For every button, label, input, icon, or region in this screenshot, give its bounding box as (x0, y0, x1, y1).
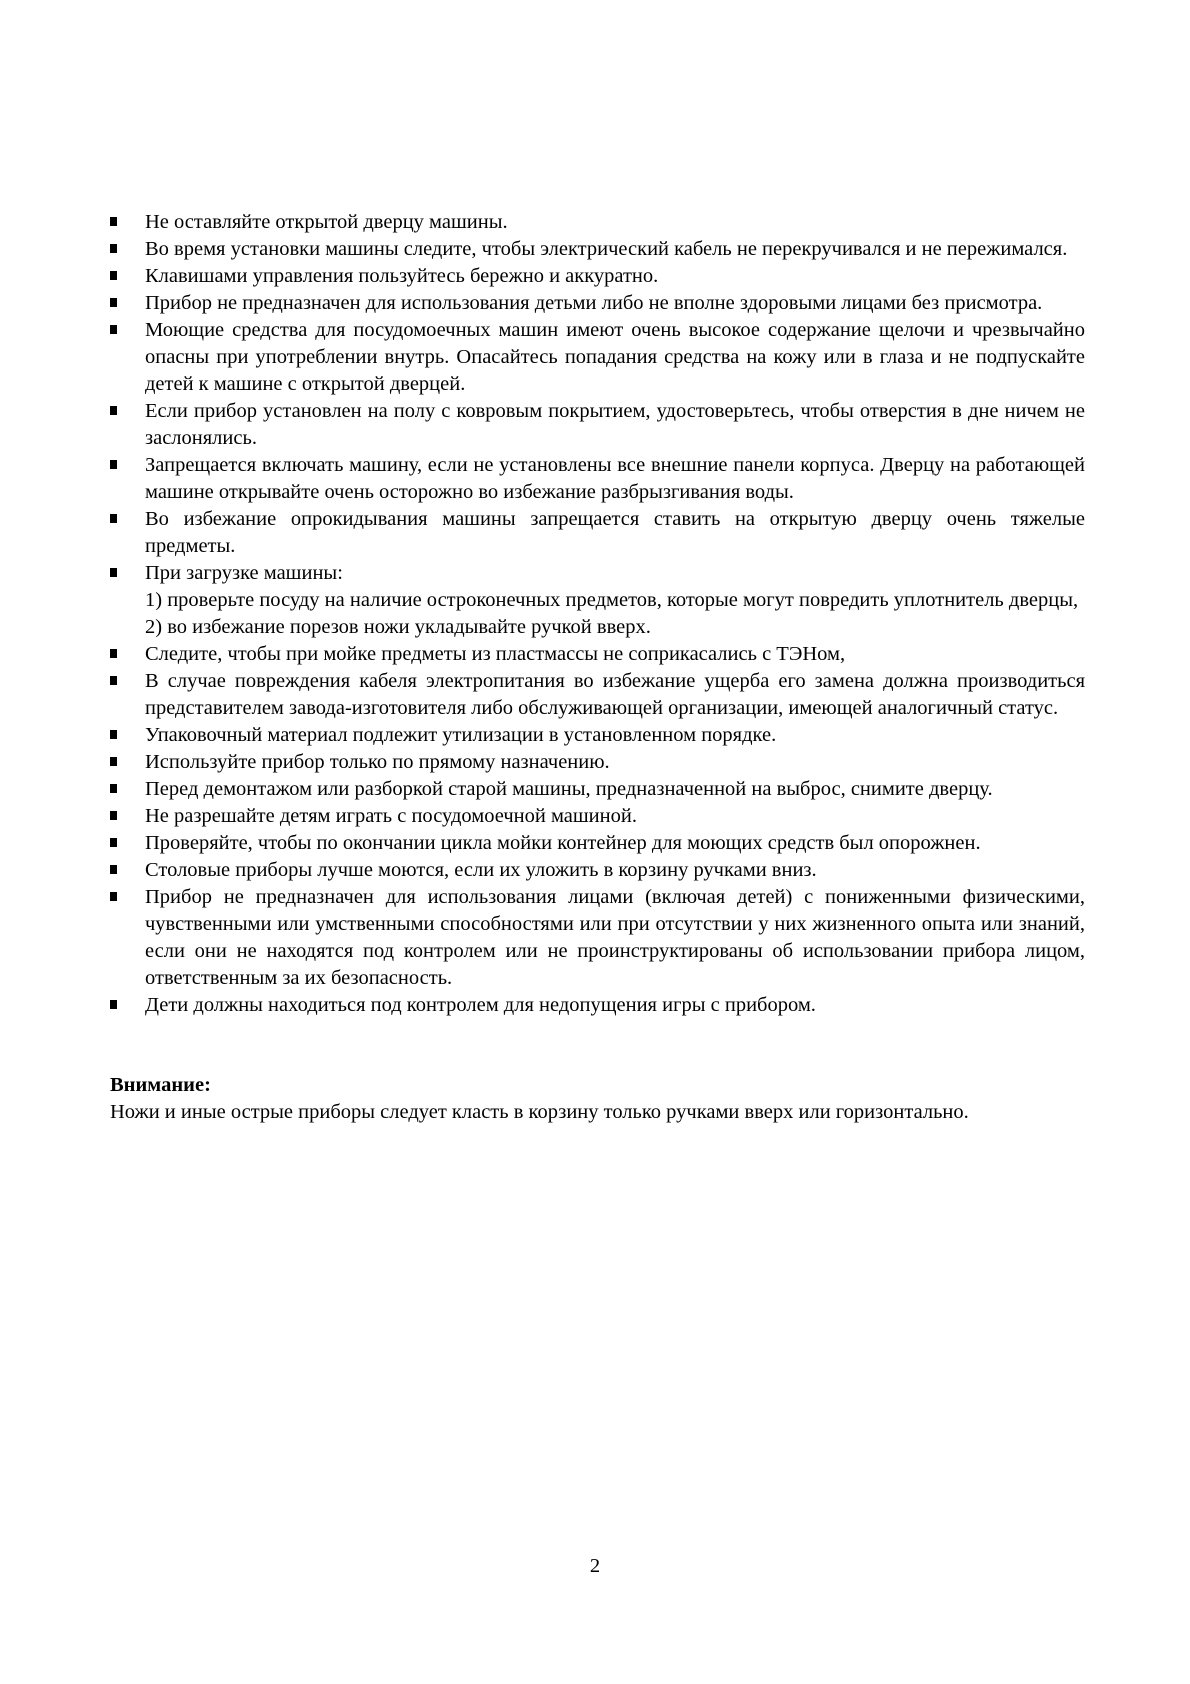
square-bullet-icon (110, 325, 117, 334)
square-bullet-icon (110, 217, 117, 226)
list-item (110, 236, 1085, 263)
list-item-text: Столовые приборы лучше моются, если их уложить в корзину ручками вниз. (145, 859, 817, 881)
list-item-text: Упаковочный материал подлежит утилизации в установленном порядке. (145, 724, 777, 746)
square-bullet-icon (110, 298, 117, 307)
list-item-text: Во время установки машины следите, чтобы электрический кабель не перекручивался и не пережимался. (145, 238, 1068, 260)
list-item-text: Клавишами управления пользуйтесь бережно и аккуратно. (145, 265, 659, 287)
list-item-text: Проверяйте, чтобы по окончании цикла мойки контейнер для моющих средств был опорожнен. (145, 832, 981, 854)
list-item (110, 992, 1085, 1019)
square-bullet-icon (110, 271, 117, 280)
list-item-text: Следите, чтобы при мойке предметы из пластмассы не соприкасались с ТЭНом, (145, 643, 846, 665)
square-bullet-icon (110, 730, 117, 739)
list-item (110, 776, 1085, 803)
list-item-text: Во избежание опрокидывания машины запрещается ставить на открытую дверцу очень тяжелые предметы. (145, 508, 1085, 557)
list-item-text: Если прибор установлен на полу с ковровым покрытием, удостоверьтесь, чтобы отверстия в дне ничем не заслонялись. (145, 400, 1085, 449)
square-bullet-icon (110, 784, 117, 793)
list-item (110, 290, 1085, 317)
list-item-text: Используйте прибор только по прямому назначению. (145, 751, 610, 773)
list-item (110, 803, 1085, 830)
square-bullet-icon (110, 649, 117, 658)
list-item (110, 722, 1085, 749)
list-item-text: В случае повреждения кабеля электропитания во избежание ущерба его замена должна производиться представителем завода-изготовителя либо обслуживающей организации, имеющей аналогичный статус. (145, 670, 1085, 719)
square-bullet-icon (110, 568, 117, 577)
square-bullet-icon (110, 244, 117, 253)
square-bullet-icon (110, 811, 117, 820)
list-item-text: Моющие средства для посудомоечных машин имеют очень высокое содержание щелочи и чрезвычайно опасны при употреблении внутрь. Опасайтесь попадания средства на кожу или в глаза и не подпускайте детей к машине с открытой дверцей. (145, 319, 1085, 395)
square-bullet-icon (110, 514, 117, 523)
list-item-text: Запрещается включать машину, если не установлены все внешние панели корпуса. Дверцу на работающей машине открывайте очень осторожно во избежание разбрызгивания воды. (145, 454, 1085, 503)
list-item (110, 749, 1085, 776)
warning-text: Ножи и иные острые приборы следует класть в корзину только ручками вверх или горизонтально. (110, 1101, 969, 1123)
square-bullet-icon (110, 757, 117, 766)
list-item (110, 830, 1085, 857)
square-bullet-icon (110, 460, 117, 469)
safety-instructions-list (110, 209, 1085, 1019)
list-item (110, 452, 1085, 506)
list-item (110, 263, 1085, 290)
square-bullet-icon (110, 1000, 117, 1009)
list-item (110, 641, 1085, 668)
list-item (110, 317, 1085, 398)
document-page (110, 209, 1085, 1126)
square-bullet-icon (110, 676, 117, 685)
list-item (110, 506, 1085, 560)
page-number: 2 (589, 1555, 601, 1577)
list-item-text: Не оставляйте открытой дверцу машины. (145, 211, 508, 233)
list-item (110, 398, 1085, 452)
list-item-text: Не разрешайте детям играть с посудомоечной машиной. (145, 805, 637, 827)
list-sub-item: 1) проверьте посуду на наличие остроконечных предметов, которые могут повредить уплотнитель дверцы, (145, 589, 1079, 611)
square-bullet-icon (110, 892, 117, 901)
list-item (110, 857, 1085, 884)
list-item-text: Прибор не предназначен для использования детьми либо не вполне здоровыми лицами без присмотра. (145, 292, 1043, 314)
square-bullet-icon (110, 865, 117, 874)
list-sub-item: 2) во избежание порезов ножи укладывайте ручкой вверх. (145, 616, 651, 638)
list-item-text: При загрузке машины: (145, 562, 343, 584)
list-item-text: Дети должны находиться под контролем для недопущения игры с прибором. (145, 994, 816, 1016)
list-item (110, 884, 1085, 992)
warning-block (110, 1072, 1085, 1126)
square-bullet-icon (110, 406, 117, 415)
list-item-text: Перед демонтажом или разборкой старой машины, предназначенной на выброс, снимите дверцу. (145, 778, 993, 800)
list-item (110, 560, 1085, 641)
list-item-text: Прибор не предназначен для использования лицами (включая детей) с пониженными физическими, чувственными или умственными способностями или при отсутствии у них жизненного опыта или знаний, если они не находятся под контролем или не проинструктированы об использовании прибора лицом, ответственным за их безопасность. (145, 886, 1085, 989)
warning-title: Внимание: (110, 1074, 211, 1096)
list-item (110, 209, 1085, 236)
list-item (110, 668, 1085, 722)
square-bullet-icon (110, 838, 117, 847)
